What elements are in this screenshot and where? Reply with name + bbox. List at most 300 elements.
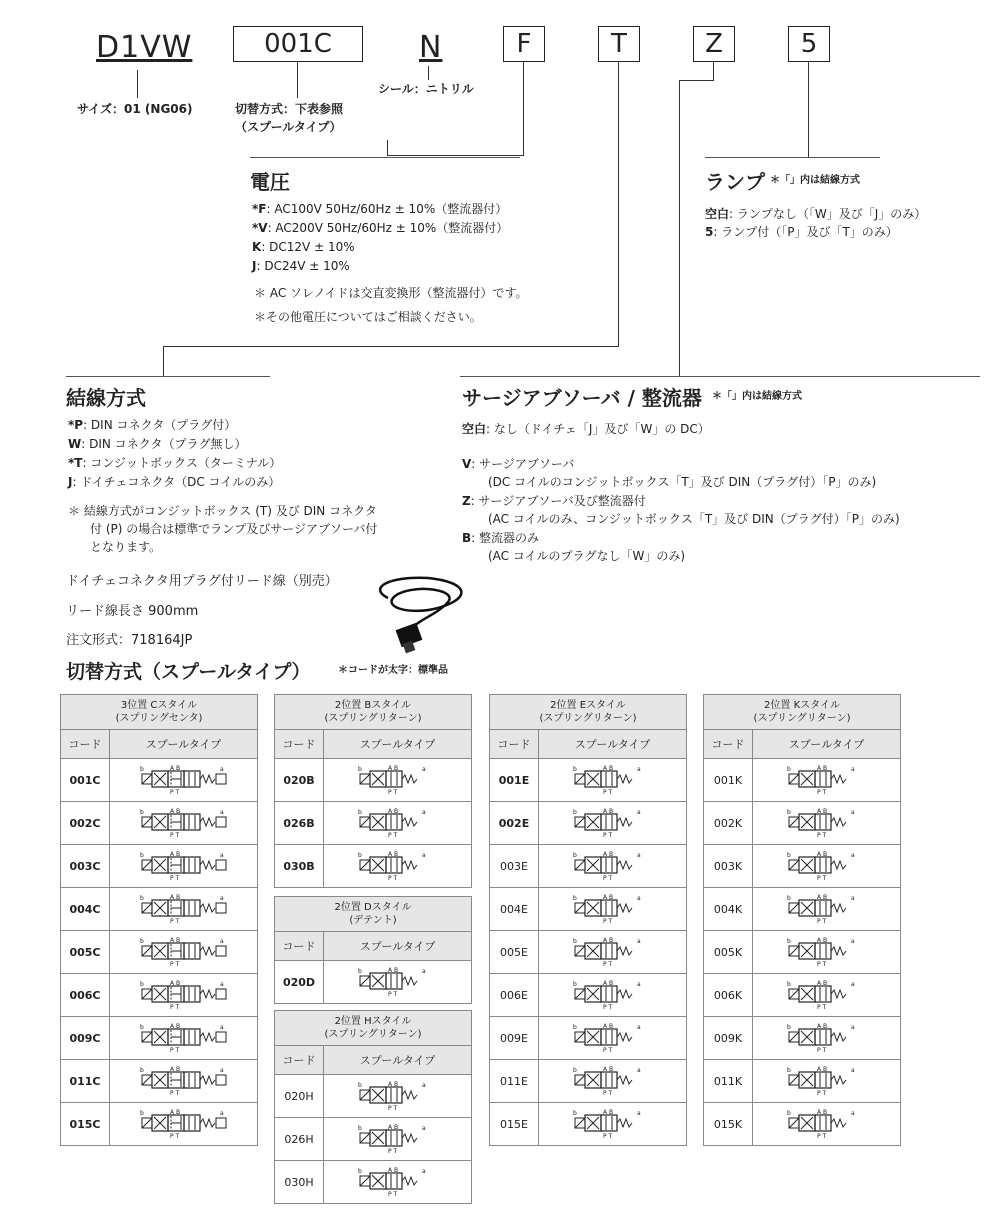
surge-item-sub: (AC コイルのプラグなし「W」のみ): [488, 549, 686, 563]
spool-symbol-icon: [563, 977, 663, 1011]
spool-symbol-icon: [348, 805, 448, 839]
svg-text:P T: P T: [387, 1147, 397, 1155]
table-title-line2: (スプリングリターン): [753, 713, 851, 724]
table-row: [490, 1060, 687, 1103]
lamp-item-code: 空白: [705, 207, 730, 221]
svg-text:a: a: [421, 808, 426, 816]
svg-text:b: b: [139, 894, 144, 902]
spool-code: 001C: [61, 759, 110, 802]
col-header-code: コード: [275, 932, 324, 961]
spool-symbol-cell: [753, 845, 901, 888]
spool-code: 006C: [61, 974, 110, 1017]
svg-text:A B: A B: [602, 979, 613, 987]
svg-text:P T: P T: [816, 788, 826, 796]
table-row: [704, 931, 901, 974]
table-row: [61, 759, 258, 802]
model-voltage-box: F: [503, 26, 545, 62]
svg-text:A B: A B: [816, 1065, 827, 1073]
wiring-item-text: : ドイチェコネクタ（DC コイルのみ）: [72, 475, 281, 489]
spool-symbol-icon: [134, 848, 234, 882]
surge-item-text: : サージアブソーバ: [471, 457, 575, 471]
svg-text:P T: P T: [816, 1003, 826, 1011]
svg-text:P T: P T: [602, 831, 612, 839]
spool-section-title: 切替方式（スプールタイプ）: [66, 661, 311, 683]
table-row: [704, 759, 901, 802]
svg-text:a: a: [421, 967, 426, 975]
svg-text:P T: P T: [816, 917, 826, 925]
spool-symbol-icon: [563, 1063, 663, 1097]
svg-text:b: b: [357, 967, 362, 975]
spool-symbol-icon: [777, 1020, 877, 1054]
svg-text:A B: A B: [387, 966, 398, 974]
svg-text:A B: A B: [169, 979, 180, 987]
cable-line-3: 注文形式：718164JP: [66, 633, 193, 648]
voltage-item-code: *V: [252, 221, 268, 235]
spool-symbol-icon: [563, 1020, 663, 1054]
spool-table-d: [274, 896, 472, 1004]
col-header-code: コード: [275, 730, 324, 759]
surge-item: [462, 455, 574, 473]
wiring-note-2: 付 (P) の場合は標準でランプ及びサージアブソーバ付: [90, 522, 378, 536]
spool-code: 011K: [704, 1060, 753, 1103]
spool-symbol-icon: [563, 805, 663, 839]
svg-text:P T: P T: [602, 917, 612, 925]
svg-text:a: a: [219, 851, 224, 859]
svg-text:P T: P T: [602, 1132, 612, 1140]
spool-code: 004E: [490, 888, 539, 931]
wiring-item: [68, 454, 281, 472]
svg-text:a: a: [421, 1081, 426, 1089]
svg-text:P T: P T: [816, 1089, 826, 1097]
spool-code: 015C: [61, 1103, 110, 1146]
table-title-line2: (スプリングセンタ): [115, 713, 203, 724]
lamp-item-text: : ランプ付（「P」及び「T」のみ）: [713, 225, 898, 239]
svg-text:A B: A B: [602, 807, 613, 815]
spool-symbol-icon: [777, 977, 877, 1011]
spool-code: 020D: [275, 961, 324, 1004]
svg-text:P T: P T: [169, 874, 179, 882]
spool-symbol-icon: [777, 891, 877, 925]
svg-text:A B: A B: [387, 1123, 398, 1131]
svg-text:b: b: [572, 894, 577, 902]
surge-item-code: Z: [462, 494, 471, 508]
table-row: [275, 1118, 472, 1161]
spool-code: 001E: [490, 759, 539, 802]
spool-symbol-icon: [777, 805, 877, 839]
spool-table-e: [489, 694, 687, 1146]
spool-symbol-cell: [324, 759, 472, 802]
table-title-line1: 2位置 Kスタイル: [764, 700, 840, 711]
svg-text:b: b: [786, 1023, 791, 1031]
svg-text:a: a: [421, 765, 426, 773]
svg-text:A B: A B: [602, 764, 613, 772]
voltage-rule: [250, 157, 520, 158]
spool-symbol-cell: [753, 888, 901, 931]
svg-text:A B: A B: [169, 1065, 180, 1073]
spool-symbol-cell: [324, 1118, 472, 1161]
table-row: [61, 802, 258, 845]
svg-text:P T: P T: [602, 960, 612, 968]
svg-text:a: a: [636, 765, 641, 773]
wiring-item: [68, 473, 280, 491]
connector-line: [679, 80, 680, 376]
spool-code: 020B: [275, 759, 324, 802]
svg-text:a: a: [850, 1109, 855, 1117]
svg-text:a: a: [219, 1066, 224, 1074]
svg-text:a: a: [850, 937, 855, 945]
svg-text:a: a: [636, 1109, 641, 1117]
spool-symbol-icon: [777, 934, 877, 968]
col-header-spool: スプールタイプ: [539, 730, 687, 759]
spool-symbol-cell: [324, 1161, 472, 1204]
switch-label-2: （スプールタイプ）: [235, 120, 342, 134]
wiring-item-code: W: [68, 437, 82, 451]
spool-symbol-cell: [753, 931, 901, 974]
model-prefix: D1VW: [96, 30, 193, 65]
svg-text:A B: A B: [169, 807, 180, 815]
cable-image: [368, 568, 478, 658]
spool-symbol-icon: [563, 1106, 663, 1140]
col-header-spool: スプールタイプ: [324, 932, 472, 961]
spool-code: 003K: [704, 845, 753, 888]
svg-text:a: a: [219, 980, 224, 988]
table-title-line1: 2位置 Hスタイル: [334, 1016, 412, 1027]
table-title-line2: (スプリングリターン): [324, 1029, 422, 1040]
spool-code: 006E: [490, 974, 539, 1017]
spool-symbol-cell: [324, 961, 472, 1004]
svg-text:b: b: [786, 851, 791, 859]
connector-line: [428, 66, 429, 80]
spool-table-title: [275, 897, 472, 932]
svg-text:A B: A B: [387, 1080, 398, 1088]
table-row: [275, 802, 472, 845]
voltage-note: ＊その他電圧についてはご相談ください。: [254, 310, 482, 324]
svg-text:A B: A B: [387, 807, 398, 815]
spool-code: 030H: [275, 1161, 324, 1204]
svg-text:P T: P T: [816, 960, 826, 968]
spool-section-note: ＊コードが太字：標準品: [338, 665, 448, 676]
svg-text:P T: P T: [169, 788, 179, 796]
spool-table-title: [275, 695, 472, 730]
spool-symbol-icon: [563, 762, 663, 796]
svg-text:b: b: [572, 980, 577, 988]
lamp-rule: [705, 157, 880, 158]
table-row: [490, 845, 687, 888]
cable-line-2: リード線長さ 900mm: [66, 604, 199, 619]
table-title-line2: (スプリングリターン): [539, 713, 637, 724]
model-lamp-box: 5: [788, 26, 830, 62]
svg-text:b: b: [786, 1109, 791, 1117]
svg-text:b: b: [572, 1066, 577, 1074]
table-row: [61, 1017, 258, 1060]
lamp-item-code: 5: [705, 225, 714, 239]
svg-text:A B: A B: [602, 850, 613, 858]
svg-text:P T: P T: [387, 788, 397, 796]
wiring-title: 結線方式: [66, 386, 146, 410]
spool-symbol-cell: [110, 759, 258, 802]
spool-code: 003E: [490, 845, 539, 888]
svg-text:P T: P T: [602, 1089, 612, 1097]
col-header-code: コード: [61, 730, 110, 759]
spool-symbol-icon: [134, 934, 234, 968]
svg-text:P T: P T: [387, 874, 397, 882]
spool-symbol-icon: [563, 848, 663, 882]
svg-text:A B: A B: [169, 1108, 180, 1116]
svg-text:A B: A B: [816, 936, 827, 944]
svg-text:a: a: [850, 851, 855, 859]
lamp-item-text: : ランプなし（「W」及び「J」のみ）: [729, 207, 927, 221]
connector-line: [713, 62, 714, 80]
spool-symbol-icon: [777, 762, 877, 796]
voltage-item-code: *F: [252, 202, 267, 216]
connector-line: [387, 140, 388, 156]
spool-code: 026B: [275, 802, 324, 845]
voltage-item: [252, 219, 508, 237]
spool-symbol-icon: [348, 1078, 448, 1112]
svg-text:P T: P T: [602, 1003, 612, 1011]
spool-symbol-cell: [110, 931, 258, 974]
spool-symbol-icon: [134, 762, 234, 796]
surge-item: [462, 492, 646, 510]
spool-symbol-icon: [134, 1020, 234, 1054]
svg-text:A B: A B: [387, 850, 398, 858]
surge-item-code: B: [462, 531, 472, 545]
svg-text:b: b: [572, 1109, 577, 1117]
svg-text:P T: P T: [169, 1089, 179, 1097]
surge-note: ＊「」内は結線方式: [712, 391, 802, 402]
svg-text:b: b: [139, 980, 144, 988]
svg-text:b: b: [572, 765, 577, 773]
connector-line: [163, 346, 619, 347]
spool-code: 026H: [275, 1118, 324, 1161]
surge-item-text: : 整流器のみ: [471, 531, 540, 545]
spool-code: 004C: [61, 888, 110, 931]
connector-line: [523, 62, 524, 156]
spool-table-h: [274, 1010, 472, 1204]
model-seal: N: [419, 30, 443, 65]
wiring-item-code: *P: [68, 418, 84, 432]
spool-symbol-cell: [324, 802, 472, 845]
svg-text:A B: A B: [602, 1065, 613, 1073]
spool-table-k: [703, 694, 901, 1146]
svg-text:b: b: [357, 765, 362, 773]
svg-text:b: b: [139, 1066, 144, 1074]
spool-table-title: [490, 695, 687, 730]
wiring-item-text: : DIN コネクタ（プラグ付）: [83, 418, 237, 432]
connector-line: [297, 62, 298, 98]
svg-text:a: a: [421, 851, 426, 859]
spool-symbol-cell: [324, 845, 472, 888]
wiring-item-text: : コンジットボックス（ターミナル）: [82, 456, 282, 470]
svg-text:P T: P T: [387, 990, 397, 998]
spool-symbol-cell: [539, 974, 687, 1017]
spool-code: 011C: [61, 1060, 110, 1103]
table-row: [490, 931, 687, 974]
spool-symbol-cell: [539, 1060, 687, 1103]
col-header-code: コード: [275, 1046, 324, 1075]
table-title-line1: 2位置 Eスタイル: [550, 700, 626, 711]
svg-text:A B: A B: [602, 1022, 613, 1030]
size-label: サイズ：01 (NG06): [77, 102, 193, 116]
svg-text:A B: A B: [816, 764, 827, 772]
spool-code: 009E: [490, 1017, 539, 1060]
spool-code: 009C: [61, 1017, 110, 1060]
svg-text:A B: A B: [387, 1166, 398, 1174]
spool-code: 009K: [704, 1017, 753, 1060]
spool-symbol-cell: [753, 1060, 901, 1103]
svg-text:A B: A B: [602, 1108, 613, 1116]
spool-code: 002K: [704, 802, 753, 845]
svg-text:P T: P T: [602, 788, 612, 796]
surge-item-code: V: [462, 457, 472, 471]
svg-text:A B: A B: [816, 979, 827, 987]
svg-text:a: a: [636, 937, 641, 945]
svg-text:P T: P T: [169, 917, 179, 925]
wiring-rule: [66, 376, 270, 377]
voltage-title: 電圧: [250, 170, 290, 194]
spool-symbol-cell: [753, 802, 901, 845]
svg-text:b: b: [572, 937, 577, 945]
spool-symbol-cell: [539, 1017, 687, 1060]
spool-code: 005K: [704, 931, 753, 974]
spool-symbol-icon: [348, 762, 448, 796]
spool-symbol-icon: [348, 848, 448, 882]
table-title-line1: 2位置 Dスタイル: [334, 902, 412, 913]
table-row: [275, 1161, 472, 1204]
spool-code: 015K: [704, 1103, 753, 1146]
spool-table-title: [275, 1011, 472, 1046]
svg-text:a: a: [636, 1023, 641, 1031]
svg-text:b: b: [139, 937, 144, 945]
table-row: [61, 1103, 258, 1146]
spool-table-b: [274, 694, 472, 888]
spool-symbol-icon: [348, 964, 448, 998]
col-header-code: コード: [490, 730, 539, 759]
spool-symbol-icon: [777, 1063, 877, 1097]
spool-symbol-cell: [539, 845, 687, 888]
voltage-item: [252, 238, 355, 256]
model-surge-box: Z: [693, 26, 735, 62]
svg-text:b: b: [357, 1167, 362, 1175]
surge-item-text: : サージアブソーバ及び整流器付: [470, 494, 646, 508]
svg-text:a: a: [636, 851, 641, 859]
table-row: [275, 845, 472, 888]
table-row: [490, 802, 687, 845]
spool-code: 005E: [490, 931, 539, 974]
svg-text:b: b: [357, 808, 362, 816]
svg-text:A B: A B: [169, 764, 180, 772]
table-row: [704, 974, 901, 1017]
spool-code: 004K: [704, 888, 753, 931]
table-row: [704, 1103, 901, 1146]
spool-symbol-cell: [753, 1017, 901, 1060]
spool-table-title: [704, 695, 901, 730]
surge-rule: [460, 376, 980, 377]
table-row: [61, 888, 258, 931]
spool-symbol-icon: [134, 977, 234, 1011]
connector-line: [163, 346, 164, 376]
svg-text:b: b: [572, 1023, 577, 1031]
table-row: [61, 845, 258, 888]
spool-symbol-cell: [753, 1103, 901, 1146]
svg-text:b: b: [786, 1066, 791, 1074]
svg-text:A B: A B: [816, 807, 827, 815]
svg-text:A B: A B: [169, 1022, 180, 1030]
table-row: [490, 1103, 687, 1146]
spool-symbol-icon: [134, 891, 234, 925]
surge-blank-text: : なし（ドイチェ「J」及び「W」の DC）: [486, 422, 710, 436]
connector-line: [679, 80, 714, 81]
spool-symbol-icon: [134, 805, 234, 839]
svg-text:P T: P T: [169, 1132, 179, 1140]
svg-text:b: b: [139, 808, 144, 816]
svg-text:a: a: [219, 765, 224, 773]
svg-text:b: b: [572, 851, 577, 859]
svg-text:b: b: [357, 1081, 362, 1089]
surge-item-sub: (DC コイルのコンジットボックス「T」及び DIN（プラグ付）「P」のみ): [488, 475, 877, 489]
spool-symbol-cell: [539, 888, 687, 931]
svg-text:A B: A B: [169, 850, 180, 858]
table-row: [61, 974, 258, 1017]
lamp-item: [705, 205, 926, 223]
seal-label: シール：ニトリル: [378, 82, 474, 96]
spool-symbol-cell: [110, 845, 258, 888]
svg-text:a: a: [850, 980, 855, 988]
table-row: [275, 759, 472, 802]
svg-text:a: a: [421, 1124, 426, 1132]
svg-text:b: b: [572, 808, 577, 816]
spool-symbol-icon: [134, 1063, 234, 1097]
wiring-note-3: となります。: [90, 540, 162, 554]
svg-text:a: a: [219, 808, 224, 816]
svg-text:a: a: [850, 765, 855, 773]
voltage-item-text: : AC100V 50Hz/60Hz ± 10%（整流器付）: [266, 202, 508, 216]
surge-blank: [462, 420, 710, 438]
voltage-item: [252, 200, 507, 218]
table-row: [490, 974, 687, 1017]
svg-text:a: a: [850, 894, 855, 902]
svg-text:P T: P T: [602, 1046, 612, 1054]
lamp-title: ランプ: [705, 170, 765, 194]
voltage-note: ＊ AC ソレノイドは交直変換形（整流器付）です。: [254, 286, 528, 300]
svg-text:A B: A B: [602, 893, 613, 901]
spool-symbol-icon: [348, 1164, 448, 1198]
svg-text:a: a: [421, 1167, 426, 1175]
svg-text:b: b: [786, 937, 791, 945]
svg-text:A B: A B: [169, 936, 180, 944]
voltage-item-text: : AC200V 50Hz/60Hz ± 10%（整流器付）: [267, 221, 509, 235]
svg-text:P T: P T: [169, 1003, 179, 1011]
svg-text:b: b: [786, 894, 791, 902]
spool-symbol-cell: [110, 1103, 258, 1146]
model-spool-box: 001C: [233, 26, 363, 62]
spool-code: 015E: [490, 1103, 539, 1146]
spool-symbol-icon: [348, 1121, 448, 1155]
table-row: [704, 802, 901, 845]
table-title-line2: (デテント): [349, 915, 397, 926]
svg-text:b: b: [139, 765, 144, 773]
spool-code: 002C: [61, 802, 110, 845]
table-row: [61, 931, 258, 974]
voltage-item-code: J: [252, 259, 257, 273]
spool-symbol-icon: [563, 891, 663, 925]
col-header-code: コード: [704, 730, 753, 759]
svg-text:a: a: [219, 1023, 224, 1031]
switch-label-1: 切替方式：下表参照: [235, 102, 344, 116]
spool-code: 005C: [61, 931, 110, 974]
spool-table-c: [60, 694, 258, 1146]
svg-text:P T: P T: [387, 1190, 397, 1198]
